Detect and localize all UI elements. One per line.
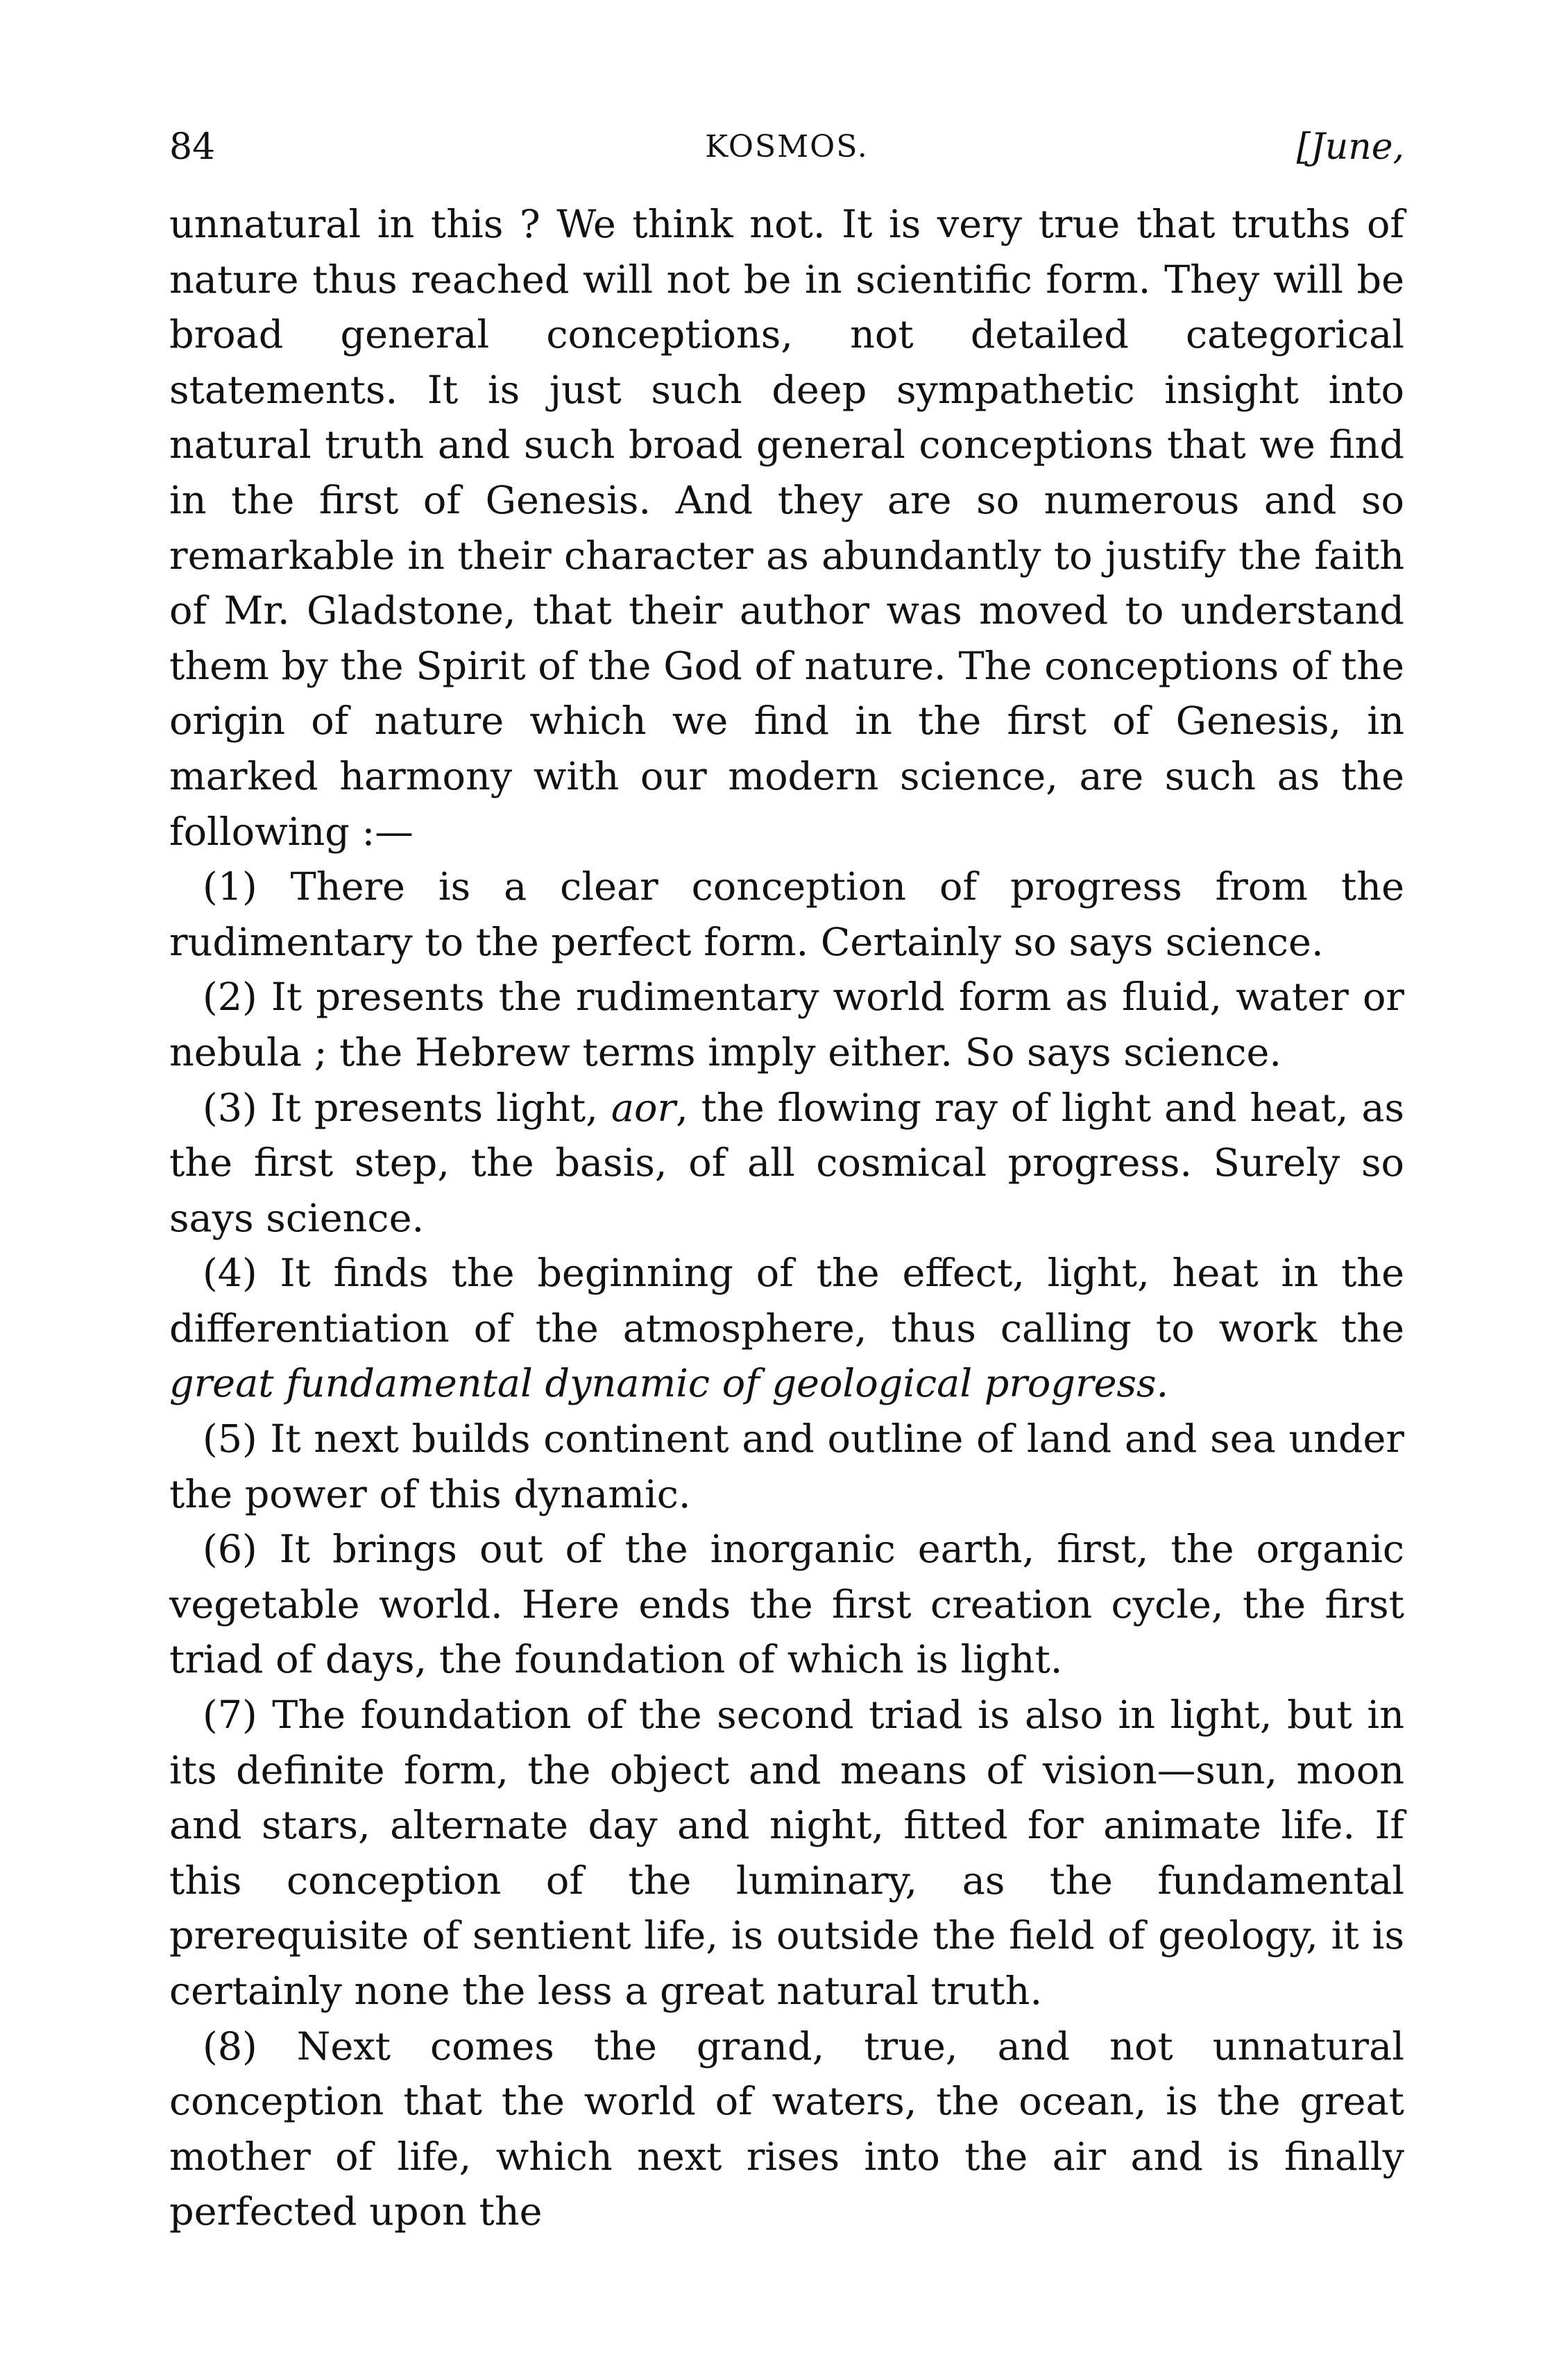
page-number: 84 <box>169 126 216 168</box>
running-title: KOSMOS. <box>705 129 869 164</box>
point-4-italic-phrase: great fundamental dynamic of geological progress. <box>169 1361 1169 1407</box>
point-3-italic-term: aor <box>611 1085 676 1131</box>
paragraph-point-6: (6) It brings out of the inorganic earth, first, the organic vegetable world. Here ends the first creation cycle, the first triad of days, the foundation of which is light. <box>169 1527 1404 1683</box>
paragraph-continuation: unnatural in this ? We think not. It is very true that truths of nature thus reached will not be in scientific form. They will be broad general conceptions, not detailed categorical statements. It is just such deep sympathetic insight into natural truth and such broad general conceptions that we find in the first of Genesis. And they are so numerous and so remarkable in their character as abundantly to justify the faith of Mr. Gladstone, that their author was moved to understand them by the Spirit of the God of nature. The conceptions of the origin of nature which we find in the first of Genesis, in marked harmony with our modern science, are such as the following :— <box>169 202 1404 855</box>
body-text <box>169 197 1404 2240</box>
point-3-text-end: , the flowing ray of light and heat, as the first step, the basis, of all cosmical progress. Surely so says science. <box>169 1085 1404 1241</box>
paragraph-point-2: (2) It presents the rudimentary world form as fluid, water or nebula ; the Hebrew terms imply either. So says science. <box>169 975 1404 1075</box>
point-3-text-start: (3) It presents light, <box>203 1085 611 1131</box>
paragraph-point-1: (1) There is a clear conception of progress from the rudimentary to the perfect form. Certainly so says science. <box>169 864 1404 965</box>
paragraph-point-3 <box>169 1081 1404 1247</box>
paragraph-point-5: (5) It next builds continent and outline of land and sea under the power of this dynamic. <box>169 1416 1404 1517</box>
running-header <box>169 126 1404 168</box>
paragraph-point-4 <box>169 1246 1404 1412</box>
paragraph-point-8: (8) Next comes the grand, true, and not unnatural conception that the world of waters, the ocean, is the great mother of life, which next rises into the air and is finally perfected upon the <box>169 2023 1404 2235</box>
paragraph-point-7: (7) The foundation of the second triad is also in light, but in its definite form, the object and means of vision—sun, moon and stars, alternate day and night, fitted for animate life. If this conception of the luminary, as the fundamental prerequisite of sentient life, is outside the field of geology, it is certainly none the less a great natural truth. <box>169 1693 1404 2014</box>
running-month: [June, <box>1296 126 1404 168</box>
point-4-text-start: (4) It finds the beginning of the effect, light, heat in the differentiation of the atmosphere, thus calling to work the <box>169 1251 1404 1351</box>
